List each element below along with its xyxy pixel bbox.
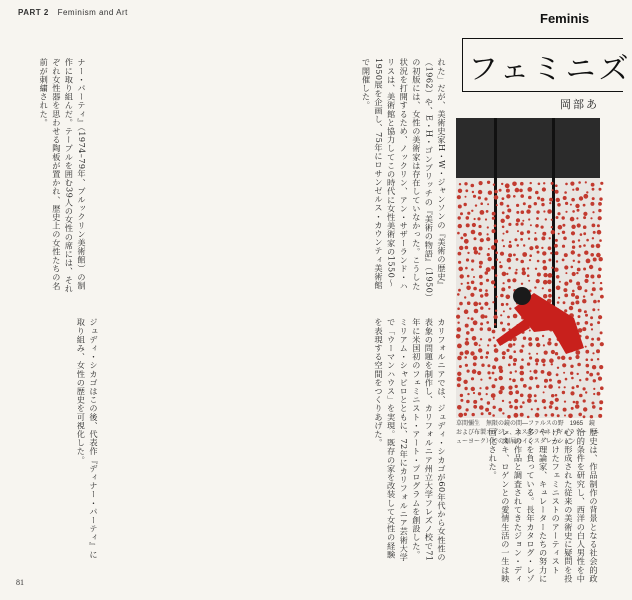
running-header bbox=[18, 8, 128, 17]
text-column-3: カリフォルニアでは、ジュディ・シカゴが60年代から女性性の表象の問題を制作し、カリフォルニア州立大学フレズノ校で71年に米国初のフェミニスト・アート・プログラムを創設した。ミリアム・シャピロとともに、72年にカリフォルニア芸術大学で「ウーマンハウス」を実現。既存の家を改装して女性の経験を表現する空間をつくりあげた。 bbox=[374, 318, 447, 562]
installation-photo bbox=[456, 118, 600, 418]
text-column-2: れた」だが、美術史家H・W・ジャンソンの『美術の歴史』（1962）や、E・H・ゴンブリッチの『美術の物語』（1950）の初版には、女性の美術家は存在していなかった。こうした状況を打開するため、ノックリン、アン・サザーランド・ハリスは、美術館と協力してこの時代に女性美術家の1550〜1950展を企画し、75年にロサンゼルス・カウンティ美術館で開催した。 bbox=[361, 58, 447, 298]
text-column-1: ナー・パーティ』（1974–79年、ブルックリン美術館）の制作に取り組んだ。テーブルを囲む39人の女性の席には、それぞれ女性器を思わせる陶板が置かれ、歴史上の女性たちの名前が刺繍された。 bbox=[39, 58, 87, 293]
page-number: 81 bbox=[16, 578, 24, 587]
author-name: 岡部あ bbox=[560, 98, 599, 111]
article-title: フェミニズ bbox=[468, 52, 632, 87]
right-running-header: Feminis bbox=[540, 11, 590, 26]
text-column-4: ジュディ・シカゴはこの後、代表作『ディナー・パーティ』に取り組み、女性の歴史を可視化した。 bbox=[76, 318, 99, 559]
part-label: PART 2 bbox=[18, 8, 49, 17]
text-column-right: 歴史は、作品制作の背景となる社会的政治的条件を研究し、西洋の白人男性を中心に形成された従来の美術史に疑問を投げかけたフェミニストのアーティストや、理論家、キュレーターたちの努力に多くを負っている。長年カタログ・レゾネの作品と調査されてきたジョン・ディレスキ、ロゲンとの愛情生活の一生は映画化された。 bbox=[488, 428, 599, 583]
photo-caption: 草間彌生 無限の鏡の間―ファルスの野 1965 鏡および布製オブジェ、カステラーネ・ギャラリー（ニューヨーク）での個展のインスタレーション bbox=[456, 421, 600, 445]
section-label: Feminism and Art bbox=[57, 8, 128, 17]
